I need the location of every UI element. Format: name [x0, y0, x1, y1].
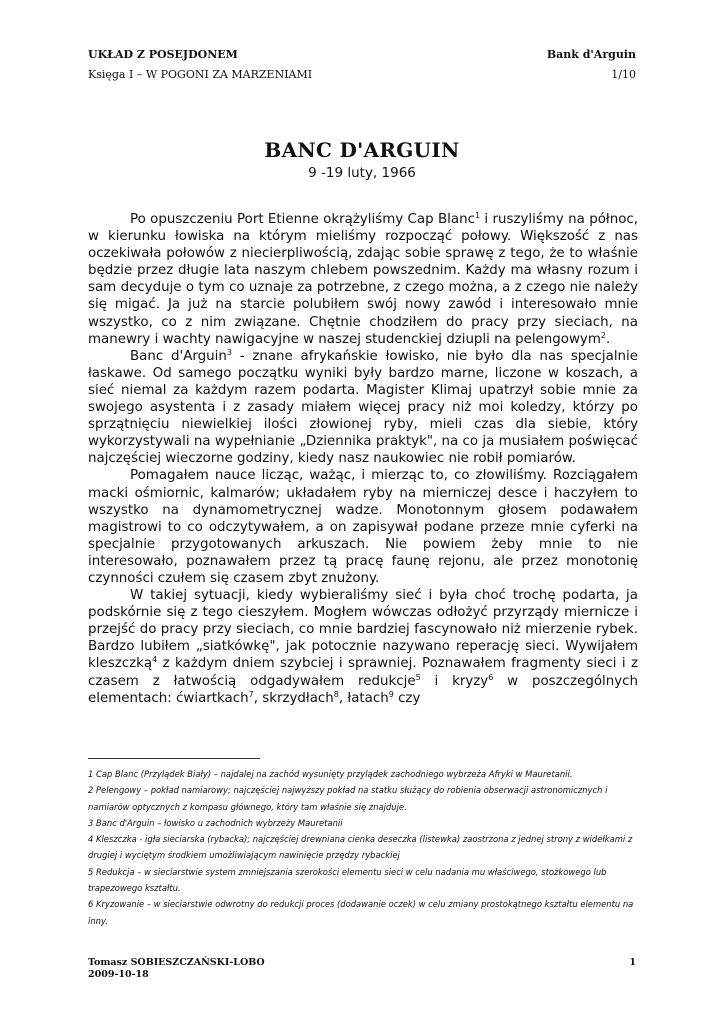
footnote-ref: 6 [488, 672, 494, 682]
chapter-title: BANC D'ARGUIN [264, 138, 460, 162]
paragraph: Banc d'Arguin$^3$ - znane afrykańskie łowisko, nie było dla nas specjalnie łaskawe. Od samego początku wyniki były bardzo marne, liczone w koszach, a sieć niemal za każdym razem podarta. Magister Klimaj upatrzył sobie mnie za swojego asystenta i z zasady miałem więcej pracy niż moi koledzy, którzy po sprzątnięciu niewielkiej ilości złowionej ryby, mieli czas dla siebie, który wykorzystywali na wypełnianie „Dziennika praktyk", na co ja musiałem poświęcać najczęściej wieczorne godziny, kiedy nasz naukowiec nie robił pomiarów. [88, 347, 638, 467]
chapter-date: 9 -19 luty, 1966 [308, 165, 416, 181]
footnote-ref: 5 [415, 672, 421, 682]
running-subheader [88, 68, 636, 82]
running-header [88, 48, 636, 62]
paragraph: W takiej sytuacji, kiedy wybieraliśmy sieć i była choć trochę podarta, ja podskórnie się z tego cieszyłem. Mogłem wówczas odłożyć przyrządy miernicze i przejść do pracy przy sieciach, co mnie bardziej fascynowało niż mierzenie rybek. Bardzo lubiłem „siatkówkę", jak potocznie nazywano reperację sieci. Wywijałem kleszczką$^4$ z każdym dniem szybciej i sprawniej. Poznawałem fragmenty sieci i z czasem z łatwością odgadywałem redukcje$^5$ i kryzy$^6$ w poszczególnych elementach: ćwiartkach$^7$, skrzydłach$^8$, łatach$^9$ czy [88, 588, 638, 706]
paragraph: Po opuszczeniu Port Etienne okrążyliśmy Cap Blanc$^1$ i ruszyliśmy na północ, w kierunku łowiska na którym mieliśmy rozpocząć połowy. Większość z nas oczekiwała połowów z niecierpliwością, zdając sobie sprawę z tego, że to właśnie będzie przez długie lata naszym chlebem powszednim. Każdy ma własny rozum i sam decyduje o tym co uznaje za potrzebne, z czego można, a z czego nie należy się migać. Ja już na starcie polubiłem swój nowy zawód i interesowało mnie wszystko, co z nim związane. Chętnie chodziłem do pracy przy sieciach, na manewry i wachty nawigacyjne w naszej studenckiej dziupli na pelengowym$^2$. [88, 211, 639, 347]
footnote-ref: 2 [600, 330, 606, 340]
footnote-ref: 8 [333, 689, 339, 699]
footer-date: 2009-10-18 [88, 969, 149, 980]
header-series-title: UKŁAD Z POSEJDONEM [88, 48, 238, 61]
footnote: 5 Redukcja – w sieciarstwie system zmniejszania szerokości elementu sieci w celu nadania mu właściwego, stożkowego lub trapezowego kształtu. [88, 866, 607, 894]
page-footer [88, 957, 636, 981]
paragraph: Pomagałem nauce licząc, ważąc, i mierząc to, co złowiliśmy. Rozciągałem macki ośmiornic, kalmarów; układałem ryby na mierniczej desce i haczyłem to wszystko na dynamometrycznej wadze. Monotonnym głosem podawałem magistrowi to co odczytywałem, a on zapisywał podane przeze mnie cyferki na specjalnie przygotowanych arkuszach. Nie powiem żeby mnie to nie interesowało, poznawałem przez tą pracę faunę rejonu, ale przez monotonię czynności czułem się czasem zbyt znużony. [88, 468, 638, 586]
footnote-separator [88, 758, 260, 759]
header-chapter-title: Bank d'Arguin [546, 48, 636, 61]
footnote: 1 Cap Blanc (Przylądek Biały) – najdalej na zachód wysunięty przylądek zachodniego wybrzeża Afryki w Mauretanii. [88, 769, 573, 779]
body-text [88, 211, 638, 707]
footnote: 2 Pelengowy – pokład namiarowy; najczęściej najwyższy pokład na statku służący do robienia obserwacji astronomicznych i namiarów optycznych z kompasu głównego, który tam właśnie się znajduje. [88, 785, 608, 812]
header-book-title: Księga I – W POGONI ZA MARZENIAMI [88, 68, 313, 81]
footnote-ref: 7 [248, 689, 254, 699]
footnote-ref: 4 [152, 655, 158, 665]
footnotes [88, 766, 640, 929]
footnote-ref: 1 [474, 211, 481, 220]
header-page-count: 1/10 [611, 68, 636, 81]
footnote: 6 Kryzowanie – w sieciarstwie odwrotny do redukcji proces (dodawanie oczek) w celu zmiany prostokątnego kształtu elementu na inny. [88, 899, 634, 926]
footer-author: Tomasz SOBIESZCZAŃSKI-LOBO [88, 957, 265, 968]
page-number: 1 [629, 957, 636, 968]
footnote-ref: 9 [388, 689, 394, 699]
footnote-ref: 3 [226, 347, 232, 357]
footnote: 3 Banc d'Arguin – łowisko u zachodnich wybrzeży Mauretanii [88, 817, 343, 828]
footnote: 4 Kleszczka - igła sieciarska (rybacka); najczęściej drewniana cienka deseczka (listewka) zaostrzona z jednej strony z widełkami z drugiej i wyciętym środkiem umożliwiającym nawinięcie przędzy rybackiej [88, 834, 633, 861]
